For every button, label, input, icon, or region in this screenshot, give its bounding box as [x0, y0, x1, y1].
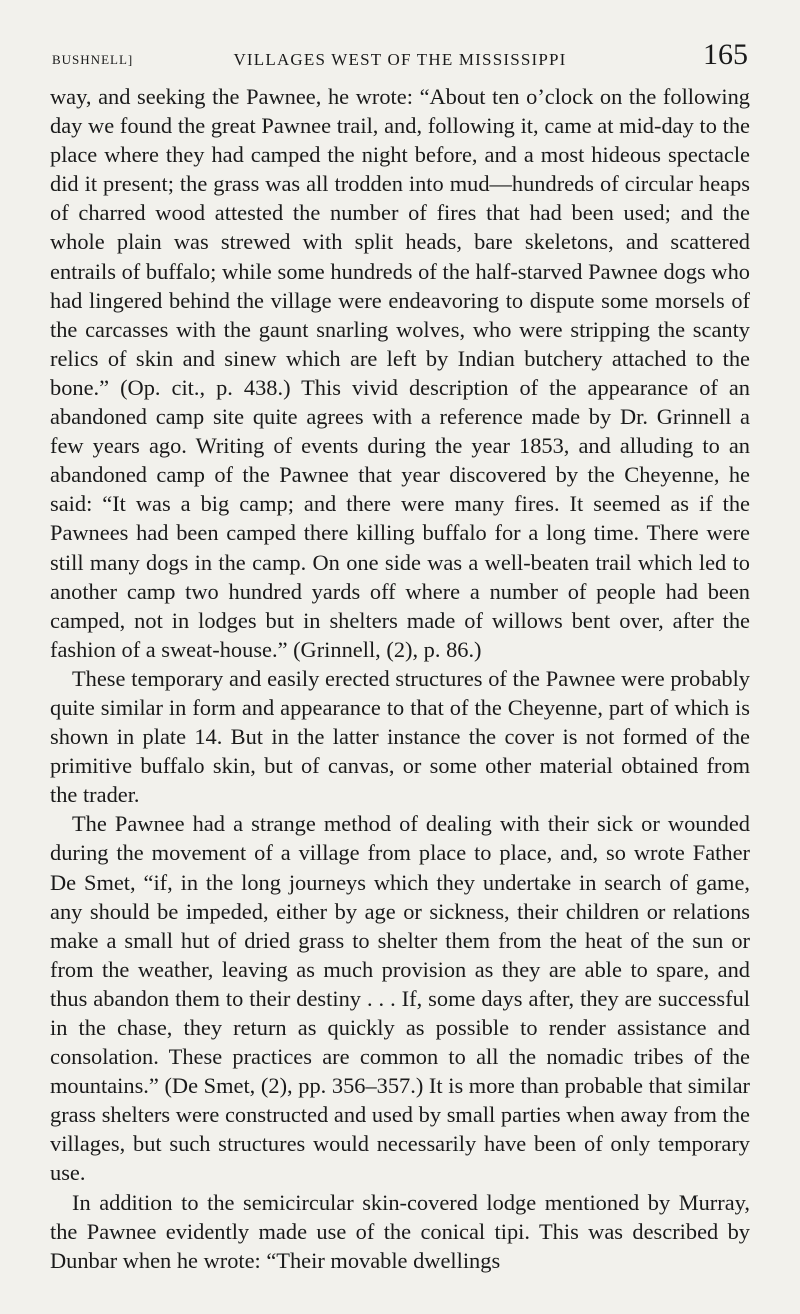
body-text — [50, 82, 750, 1275]
running-header — [50, 38, 750, 78]
author-header: BUSHNELL] — [52, 52, 134, 67]
page-number: 165 — [703, 38, 748, 71]
paragraph: way, and seeking the Pawnee, he wrote: “About ten o’clock on the following day we found the great Pawnee trail, and, following it, came at mid-day to the place where they had camped the night before, and a most hideous spectacle did it present; the grass was all trodden into mud—hundreds of circular heaps of charred wood attested the number of fires that had been used; and the whole plain was strewed with split heads, bare skeletons, and scattered entrails of buffalo; while some hundreds of the half-starved Pawnee dogs who had lingered behind the village were endeavoring to dispute some morsels of the carcasses with the gaunt snarling wolves, who were stripping the scanty relics of skin and sinew which are left by Indian butchery attached to the bone.” (Op. cit., p. 438.) This vivid description of the appearance of an abandoned camp site quite agrees with a reference made by Dr. Grinnell a few years ago. Writing of events during the year 1853, and alluding to an abandoned camp of the Pawnee that year discovered by the Cheyenne, he said: “It was a big camp; and there were many fires. It seemed as if the Pawnees had been camped there killing buffalo for a long time. There were still many dogs in the camp. On one side was a well-beaten trail which led to another camp two hundred yards off where a number of people had been camped, not in lodges but in shelters made of willows bent over, after the fashion of a sweat-house.” (Grinnell, (2), p. 86.) — [50, 84, 750, 662]
paragraph: In addition to the semicircular skin-covered lodge mentioned by Murray, the Pawnee evidently made use of the conical tipi. This was described by Dunbar when he wrote: “Their movable dwellings — [50, 1189, 750, 1273]
paragraph: The Pawnee had a strange method of dealing with their sick or wounded during the movement of a village from place to place, and, so wrote Father De Smet, “if, in the long journeys which they undertake in search of game, any should be impeded, either by age or sickness, their children or relations make a small hut of dried grass to shelter them from the heat of the sun or from the weather, leaving as much provision as they are able to spare, and thus abandon them to their destiny . . . If, some days after, they are successful in the chase, they return as quickly as possible to render assistance and consolation. These practices are common to all the nomadic tribes of the mountains.” (De Smet, (2), pp. 356–357.) It is more than probable that similar grass shelters were constructed and used by small parties when away from the villages, but such structures would necessarily have been of only temporary use. — [50, 811, 750, 1186]
paragraph: These temporary and easily erected structures of the Pawnee were probably quite similar in form and appearance to that of the Cheyenne, part of which is shown in plate 14. But in the latter instance the cover is not formed of the primitive buffalo skin, but of canvas, or some other material obtained from the trader. — [50, 665, 750, 808]
chapter-title-header: VILLAGES WEST OF THE MISSISSIPPI — [233, 50, 567, 69]
